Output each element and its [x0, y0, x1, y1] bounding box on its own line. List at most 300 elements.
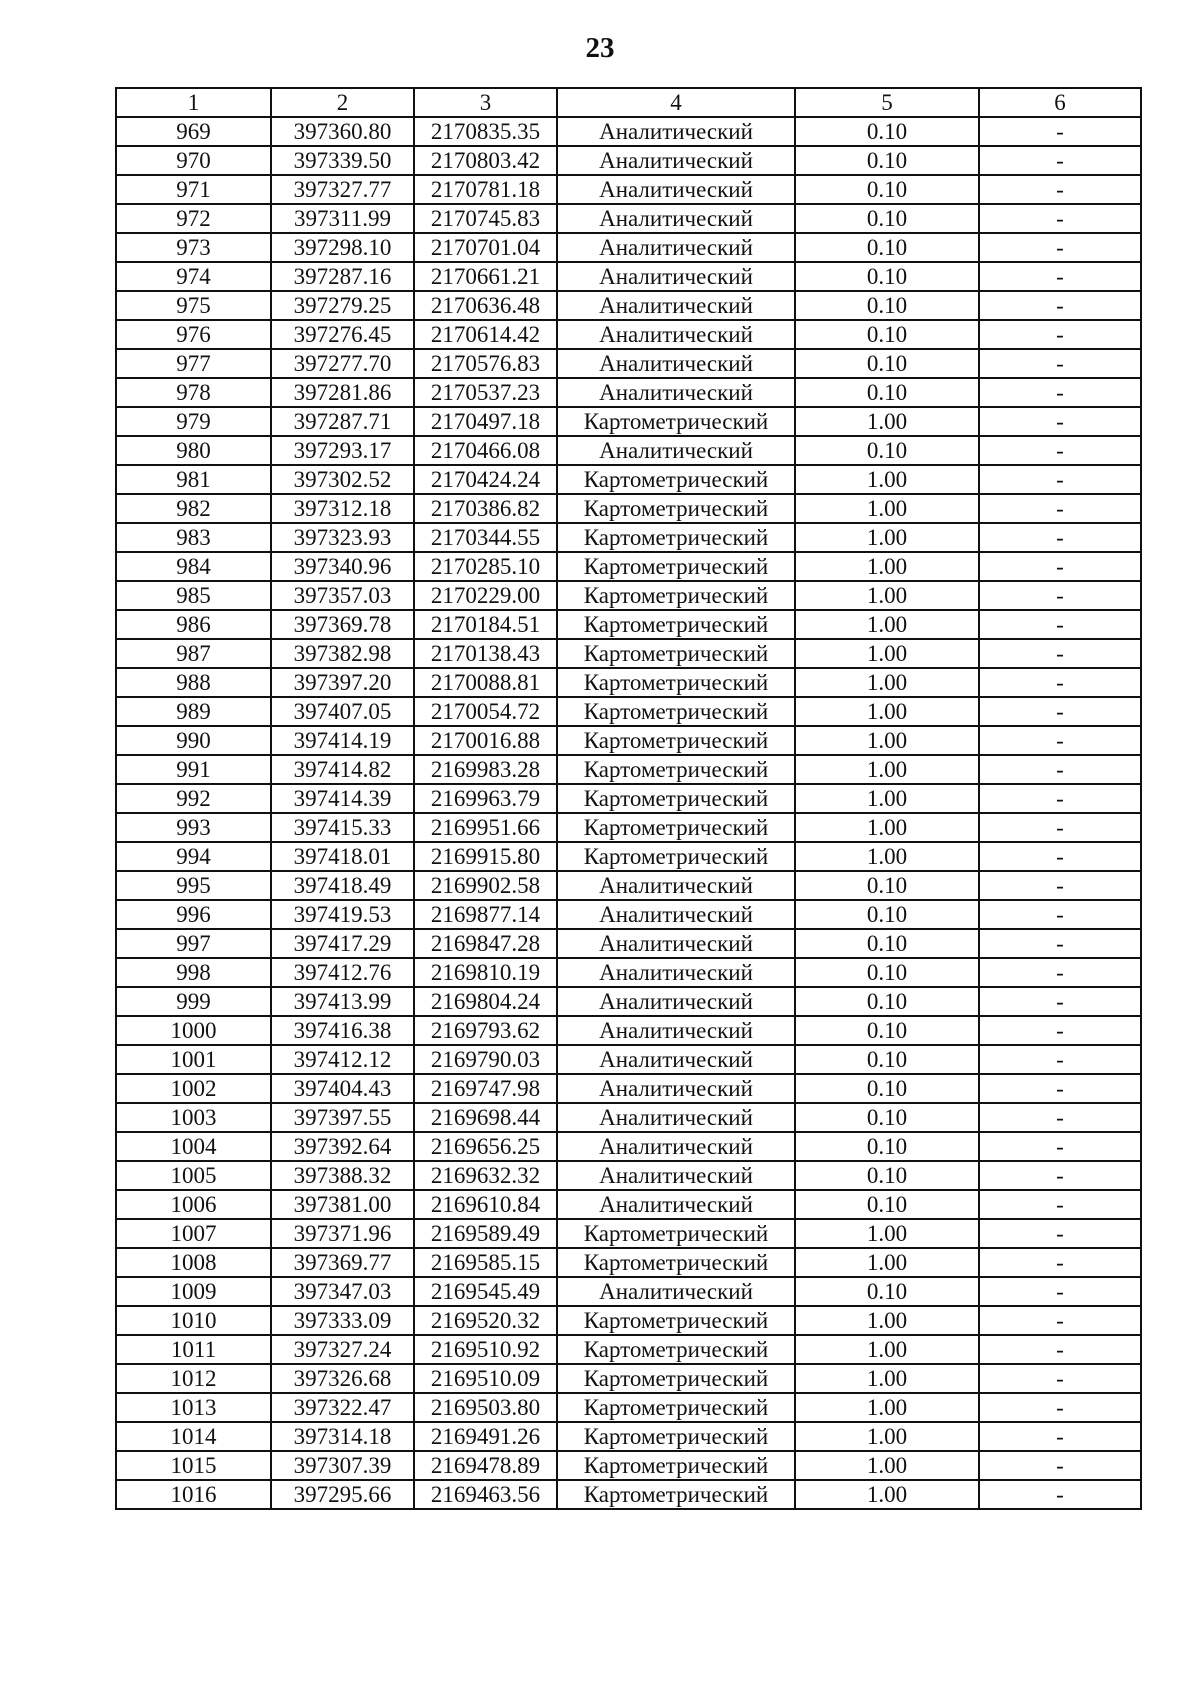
- point-number-cell: 1016: [116, 1480, 271, 1509]
- x-coordinate-cell: 397287.16: [271, 262, 414, 291]
- method-cell: Картометрический: [557, 755, 795, 784]
- accuracy-cell: 0.10: [795, 175, 979, 204]
- y-coordinate-cell: 2169877.14: [414, 900, 557, 929]
- x-coordinate-cell: 397347.03: [271, 1277, 414, 1306]
- x-coordinate-cell: 397360.80: [271, 117, 414, 146]
- note-cell: -: [979, 842, 1141, 871]
- x-coordinate-cell: 397381.00: [271, 1190, 414, 1219]
- note-cell: -: [979, 291, 1141, 320]
- point-number-cell: 996: [116, 900, 271, 929]
- accuracy-cell: 1.00: [795, 523, 979, 552]
- y-coordinate-cell: 2170229.00: [414, 581, 557, 610]
- x-coordinate-cell: 397323.93: [271, 523, 414, 552]
- table-row: [116, 1393, 1141, 1422]
- x-coordinate-cell: 397276.45: [271, 320, 414, 349]
- table-row: [116, 726, 1141, 755]
- method-cell: Картометрический: [557, 697, 795, 726]
- note-cell: -: [979, 407, 1141, 436]
- x-coordinate-cell: 397412.76: [271, 958, 414, 987]
- accuracy-cell: 0.10: [795, 871, 979, 900]
- note-cell: -: [979, 262, 1141, 291]
- note-cell: -: [979, 929, 1141, 958]
- note-cell: -: [979, 552, 1141, 581]
- accuracy-cell: 1.00: [795, 1306, 979, 1335]
- y-coordinate-cell: 2169510.09: [414, 1364, 557, 1393]
- method-cell: Картометрический: [557, 1480, 795, 1509]
- point-number-cell: 1011: [116, 1335, 271, 1364]
- method-cell: Аналитический: [557, 291, 795, 320]
- x-coordinate-cell: 397382.98: [271, 639, 414, 668]
- method-cell: Аналитический: [557, 262, 795, 291]
- table-row: [116, 1335, 1141, 1364]
- header-cell: 4: [557, 88, 795, 117]
- accuracy-cell: 0.10: [795, 1190, 979, 1219]
- method-cell: Картометрический: [557, 465, 795, 494]
- x-coordinate-cell: 397339.50: [271, 146, 414, 175]
- method-cell: Картометрический: [557, 726, 795, 755]
- note-cell: -: [979, 1045, 1141, 1074]
- y-coordinate-cell: 2169589.49: [414, 1219, 557, 1248]
- note-cell: -: [979, 1393, 1141, 1422]
- note-cell: -: [979, 436, 1141, 465]
- x-coordinate-cell: 397302.52: [271, 465, 414, 494]
- note-cell: -: [979, 523, 1141, 552]
- x-coordinate-cell: 397392.64: [271, 1132, 414, 1161]
- header-cell: 5: [795, 88, 979, 117]
- table-row: [116, 813, 1141, 842]
- table-row: [116, 204, 1141, 233]
- accuracy-cell: 0.10: [795, 117, 979, 146]
- accuracy-cell: 1.00: [795, 842, 979, 871]
- note-cell: -: [979, 987, 1141, 1016]
- x-coordinate-cell: 397312.18: [271, 494, 414, 523]
- note-cell: -: [979, 1480, 1141, 1509]
- x-coordinate-cell: 397397.20: [271, 668, 414, 697]
- method-cell: Картометрический: [557, 552, 795, 581]
- y-coordinate-cell: 2170537.23: [414, 378, 557, 407]
- table-row: [116, 1480, 1141, 1509]
- accuracy-cell: 0.10: [795, 1103, 979, 1132]
- y-coordinate-cell: 2170184.51: [414, 610, 557, 639]
- table-row: [116, 146, 1141, 175]
- note-cell: -: [979, 697, 1141, 726]
- accuracy-cell: 1.00: [795, 639, 979, 668]
- note-cell: -: [979, 1132, 1141, 1161]
- point-number-cell: 997: [116, 929, 271, 958]
- table-row: [116, 842, 1141, 871]
- table-row: [116, 1219, 1141, 1248]
- y-coordinate-cell: 2169610.84: [414, 1190, 557, 1219]
- note-cell: -: [979, 494, 1141, 523]
- method-cell: Картометрический: [557, 784, 795, 813]
- point-number-cell: 1009: [116, 1277, 271, 1306]
- x-coordinate-cell: 397407.05: [271, 697, 414, 726]
- x-coordinate-cell: 397281.86: [271, 378, 414, 407]
- method-cell: Аналитический: [557, 987, 795, 1016]
- x-coordinate-cell: 397418.49: [271, 871, 414, 900]
- point-number-cell: 992: [116, 784, 271, 813]
- table-row: [116, 871, 1141, 900]
- note-cell: -: [979, 813, 1141, 842]
- method-cell: Аналитический: [557, 204, 795, 233]
- point-number-cell: 983: [116, 523, 271, 552]
- y-coordinate-cell: 2170088.81: [414, 668, 557, 697]
- header-row: [116, 88, 1141, 117]
- method-cell: Картометрический: [557, 523, 795, 552]
- x-coordinate-cell: 397279.25: [271, 291, 414, 320]
- point-number-cell: 1013: [116, 1393, 271, 1422]
- note-cell: -: [979, 581, 1141, 610]
- y-coordinate-cell: 2169810.19: [414, 958, 557, 987]
- x-coordinate-cell: 397322.47: [271, 1393, 414, 1422]
- accuracy-cell: 0.10: [795, 204, 979, 233]
- note-cell: -: [979, 1277, 1141, 1306]
- accuracy-cell: 1.00: [795, 755, 979, 784]
- note-cell: -: [979, 1219, 1141, 1248]
- x-coordinate-cell: 397416.38: [271, 1016, 414, 1045]
- point-number-cell: 969: [116, 117, 271, 146]
- method-cell: Картометрический: [557, 1422, 795, 1451]
- x-coordinate-cell: 397357.03: [271, 581, 414, 610]
- accuracy-cell: 1.00: [795, 1393, 979, 1422]
- y-coordinate-cell: 2170466.08: [414, 436, 557, 465]
- x-coordinate-cell: 397307.39: [271, 1451, 414, 1480]
- table-row: [116, 697, 1141, 726]
- y-coordinate-cell: 2169545.49: [414, 1277, 557, 1306]
- point-number-cell: 975: [116, 291, 271, 320]
- point-number-cell: 1005: [116, 1161, 271, 1190]
- method-cell: Картометрический: [557, 1364, 795, 1393]
- note-cell: -: [979, 726, 1141, 755]
- y-coordinate-cell: 2169951.66: [414, 813, 557, 842]
- point-number-cell: 991: [116, 755, 271, 784]
- accuracy-cell: 1.00: [795, 784, 979, 813]
- method-cell: Аналитический: [557, 320, 795, 349]
- accuracy-cell: 1.00: [795, 465, 979, 494]
- method-cell: Аналитический: [557, 175, 795, 204]
- header-cell: 2: [271, 88, 414, 117]
- x-coordinate-cell: 397419.53: [271, 900, 414, 929]
- table-row: [116, 117, 1141, 146]
- accuracy-cell: 0.10: [795, 1045, 979, 1074]
- table-row: [116, 987, 1141, 1016]
- note-cell: -: [979, 1248, 1141, 1277]
- accuracy-cell: 0.10: [795, 291, 979, 320]
- method-cell: Картометрический: [557, 668, 795, 697]
- table-row: [116, 1016, 1141, 1045]
- table-row: [116, 494, 1141, 523]
- x-coordinate-cell: 397413.99: [271, 987, 414, 1016]
- method-cell: Аналитический: [557, 117, 795, 146]
- x-coordinate-cell: 397414.19: [271, 726, 414, 755]
- note-cell: -: [979, 755, 1141, 784]
- accuracy-cell: 1.00: [795, 1451, 979, 1480]
- method-cell: Картометрический: [557, 639, 795, 668]
- y-coordinate-cell: 2170285.10: [414, 552, 557, 581]
- method-cell: Аналитический: [557, 1190, 795, 1219]
- table-row: [116, 784, 1141, 813]
- accuracy-cell: 0.10: [795, 349, 979, 378]
- note-cell: -: [979, 349, 1141, 378]
- y-coordinate-cell: 2169983.28: [414, 755, 557, 784]
- accuracy-cell: 0.10: [795, 929, 979, 958]
- accuracy-cell: 0.10: [795, 1074, 979, 1103]
- method-cell: Аналитический: [557, 1132, 795, 1161]
- table-row: [116, 320, 1141, 349]
- note-cell: -: [979, 1161, 1141, 1190]
- table-row: [116, 1364, 1141, 1393]
- accuracy-cell: 1.00: [795, 1248, 979, 1277]
- accuracy-cell: 1.00: [795, 668, 979, 697]
- accuracy-cell: 1.00: [795, 1335, 979, 1364]
- header-cell: 1: [116, 88, 271, 117]
- x-coordinate-cell: 397369.78: [271, 610, 414, 639]
- method-cell: Аналитический: [557, 1045, 795, 1074]
- note-cell: -: [979, 871, 1141, 900]
- point-number-cell: 976: [116, 320, 271, 349]
- x-coordinate-cell: 397314.18: [271, 1422, 414, 1451]
- method-cell: Аналитический: [557, 1161, 795, 1190]
- y-coordinate-cell: 2169491.26: [414, 1422, 557, 1451]
- accuracy-cell: 1.00: [795, 610, 979, 639]
- y-coordinate-cell: 2169503.80: [414, 1393, 557, 1422]
- table-row: [116, 262, 1141, 291]
- table-row: [116, 1451, 1141, 1480]
- accuracy-cell: 1.00: [795, 1480, 979, 1509]
- y-coordinate-cell: 2169632.32: [414, 1161, 557, 1190]
- point-number-cell: 1001: [116, 1045, 271, 1074]
- accuracy-cell: 0.10: [795, 900, 979, 929]
- point-number-cell: 1003: [116, 1103, 271, 1132]
- y-coordinate-cell: 2170576.83: [414, 349, 557, 378]
- note-cell: -: [979, 958, 1141, 987]
- method-cell: Аналитический: [557, 1103, 795, 1132]
- point-number-cell: 999: [116, 987, 271, 1016]
- table-row: [116, 523, 1141, 552]
- table-row: [116, 436, 1141, 465]
- point-number-cell: 1004: [116, 1132, 271, 1161]
- note-cell: -: [979, 233, 1141, 262]
- x-coordinate-cell: 397326.68: [271, 1364, 414, 1393]
- accuracy-cell: 0.10: [795, 436, 979, 465]
- accuracy-cell: 1.00: [795, 1219, 979, 1248]
- note-cell: -: [979, 465, 1141, 494]
- table-row: [116, 1248, 1141, 1277]
- note-cell: -: [979, 1306, 1141, 1335]
- y-coordinate-cell: 2169510.92: [414, 1335, 557, 1364]
- x-coordinate-cell: 397412.12: [271, 1045, 414, 1074]
- accuracy-cell: 0.10: [795, 1132, 979, 1161]
- point-number-cell: 1007: [116, 1219, 271, 1248]
- x-coordinate-cell: 397397.55: [271, 1103, 414, 1132]
- point-number-cell: 977: [116, 349, 271, 378]
- note-cell: -: [979, 204, 1141, 233]
- accuracy-cell: 0.10: [795, 1277, 979, 1306]
- y-coordinate-cell: 2169847.28: [414, 929, 557, 958]
- accuracy-cell: 0.10: [795, 1016, 979, 1045]
- table-row: [116, 958, 1141, 987]
- y-coordinate-cell: 2169793.62: [414, 1016, 557, 1045]
- table-row: [116, 639, 1141, 668]
- note-cell: -: [979, 900, 1141, 929]
- note-cell: -: [979, 668, 1141, 697]
- method-cell: Картометрический: [557, 1393, 795, 1422]
- table-row: [116, 929, 1141, 958]
- method-cell: Аналитический: [557, 1277, 795, 1306]
- method-cell: Картометрический: [557, 407, 795, 436]
- note-cell: -: [979, 175, 1141, 204]
- point-number-cell: 979: [116, 407, 271, 436]
- table-row: [116, 610, 1141, 639]
- table-row: [116, 1074, 1141, 1103]
- y-coordinate-cell: 2170424.24: [414, 465, 557, 494]
- accuracy-cell: 0.10: [795, 378, 979, 407]
- note-cell: -: [979, 117, 1141, 146]
- method-cell: Аналитический: [557, 871, 795, 900]
- table-row: [116, 668, 1141, 697]
- point-number-cell: 1014: [116, 1422, 271, 1451]
- x-coordinate-cell: 397287.71: [271, 407, 414, 436]
- note-cell: -: [979, 320, 1141, 349]
- note-cell: -: [979, 610, 1141, 639]
- method-cell: Картометрический: [557, 581, 795, 610]
- table-row: [116, 552, 1141, 581]
- y-coordinate-cell: 2170835.35: [414, 117, 557, 146]
- table-row: [116, 349, 1141, 378]
- table-row: [116, 900, 1141, 929]
- y-coordinate-cell: 2169520.32: [414, 1306, 557, 1335]
- y-coordinate-cell: 2170344.55: [414, 523, 557, 552]
- point-number-cell: 1008: [116, 1248, 271, 1277]
- note-cell: -: [979, 1451, 1141, 1480]
- point-number-cell: 995: [116, 871, 271, 900]
- point-number-cell: 981: [116, 465, 271, 494]
- point-number-cell: 987: [116, 639, 271, 668]
- point-number-cell: 974: [116, 262, 271, 291]
- method-cell: Картометрический: [557, 1306, 795, 1335]
- table-row: [116, 1190, 1141, 1219]
- table-row: [116, 1277, 1141, 1306]
- accuracy-cell: 1.00: [795, 1422, 979, 1451]
- point-number-cell: 982: [116, 494, 271, 523]
- accuracy-cell: 0.10: [795, 233, 979, 262]
- point-number-cell: 984: [116, 552, 271, 581]
- y-coordinate-cell: 2169804.24: [414, 987, 557, 1016]
- point-number-cell: 986: [116, 610, 271, 639]
- x-coordinate-cell: 397333.09: [271, 1306, 414, 1335]
- table-row: [116, 291, 1141, 320]
- note-cell: -: [979, 1422, 1141, 1451]
- y-coordinate-cell: 2169963.79: [414, 784, 557, 813]
- method-cell: Аналитический: [557, 378, 795, 407]
- method-cell: Картометрический: [557, 842, 795, 871]
- y-coordinate-cell: 2169585.15: [414, 1248, 557, 1277]
- header-cell: 3: [414, 88, 557, 117]
- table-row: [116, 1306, 1141, 1335]
- x-coordinate-cell: 397417.29: [271, 929, 414, 958]
- x-coordinate-cell: 397414.39: [271, 784, 414, 813]
- point-number-cell: 1010: [116, 1306, 271, 1335]
- y-coordinate-cell: 2170781.18: [414, 175, 557, 204]
- method-cell: Картометрический: [557, 1451, 795, 1480]
- table-row: [116, 175, 1141, 204]
- method-cell: Картометрический: [557, 1335, 795, 1364]
- accuracy-cell: 0.10: [795, 1161, 979, 1190]
- table-row: [116, 1045, 1141, 1074]
- note-cell: -: [979, 1190, 1141, 1219]
- point-number-cell: 973: [116, 233, 271, 262]
- point-number-cell: 993: [116, 813, 271, 842]
- point-number-cell: 990: [116, 726, 271, 755]
- y-coordinate-cell: 2170386.82: [414, 494, 557, 523]
- method-cell: Картометрический: [557, 813, 795, 842]
- y-coordinate-cell: 2170016.88: [414, 726, 557, 755]
- y-coordinate-cell: 2170636.48: [414, 291, 557, 320]
- x-coordinate-cell: 397295.66: [271, 1480, 414, 1509]
- x-coordinate-cell: 397298.10: [271, 233, 414, 262]
- point-number-cell: 970: [116, 146, 271, 175]
- point-number-cell: 994: [116, 842, 271, 871]
- x-coordinate-cell: 397414.82: [271, 755, 414, 784]
- note-cell: -: [979, 1103, 1141, 1132]
- x-coordinate-cell: 397371.96: [271, 1219, 414, 1248]
- note-cell: -: [979, 1074, 1141, 1103]
- accuracy-cell: 1.00: [795, 581, 979, 610]
- table-row: [116, 755, 1141, 784]
- x-coordinate-cell: 397415.33: [271, 813, 414, 842]
- method-cell: Аналитический: [557, 146, 795, 175]
- accuracy-cell: 1.00: [795, 813, 979, 842]
- x-coordinate-cell: 397327.77: [271, 175, 414, 204]
- method-cell: Аналитический: [557, 929, 795, 958]
- x-coordinate-cell: 397277.70: [271, 349, 414, 378]
- x-coordinate-cell: 397293.17: [271, 436, 414, 465]
- method-cell: Картометрический: [557, 1248, 795, 1277]
- y-coordinate-cell: 2169790.03: [414, 1045, 557, 1074]
- table-row: [116, 1132, 1141, 1161]
- x-coordinate-cell: 397418.01: [271, 842, 414, 871]
- note-cell: -: [979, 1016, 1141, 1045]
- y-coordinate-cell: 2169478.89: [414, 1451, 557, 1480]
- table-row: [116, 581, 1141, 610]
- y-coordinate-cell: 2170054.72: [414, 697, 557, 726]
- point-number-cell: 978: [116, 378, 271, 407]
- y-coordinate-cell: 2169698.44: [414, 1103, 557, 1132]
- method-cell: Картометрический: [557, 494, 795, 523]
- table-row: [116, 1161, 1141, 1190]
- table-row: [116, 378, 1141, 407]
- point-number-cell: 1002: [116, 1074, 271, 1103]
- x-coordinate-cell: 397340.96: [271, 552, 414, 581]
- point-number-cell: 985: [116, 581, 271, 610]
- point-number-cell: 980: [116, 436, 271, 465]
- point-number-cell: 989: [116, 697, 271, 726]
- y-coordinate-cell: 2169902.58: [414, 871, 557, 900]
- note-cell: -: [979, 378, 1141, 407]
- x-coordinate-cell: 397404.43: [271, 1074, 414, 1103]
- point-number-cell: 998: [116, 958, 271, 987]
- x-coordinate-cell: 397327.24: [271, 1335, 414, 1364]
- x-coordinate-cell: 397388.32: [271, 1161, 414, 1190]
- table-row: [116, 407, 1141, 436]
- point-number-cell: 1000: [116, 1016, 271, 1045]
- note-cell: -: [979, 1364, 1141, 1393]
- method-cell: Аналитический: [557, 233, 795, 262]
- method-cell: Картометрический: [557, 610, 795, 639]
- coordinates-table: [115, 87, 1142, 1510]
- note-cell: -: [979, 1335, 1141, 1364]
- accuracy-cell: 1.00: [795, 726, 979, 755]
